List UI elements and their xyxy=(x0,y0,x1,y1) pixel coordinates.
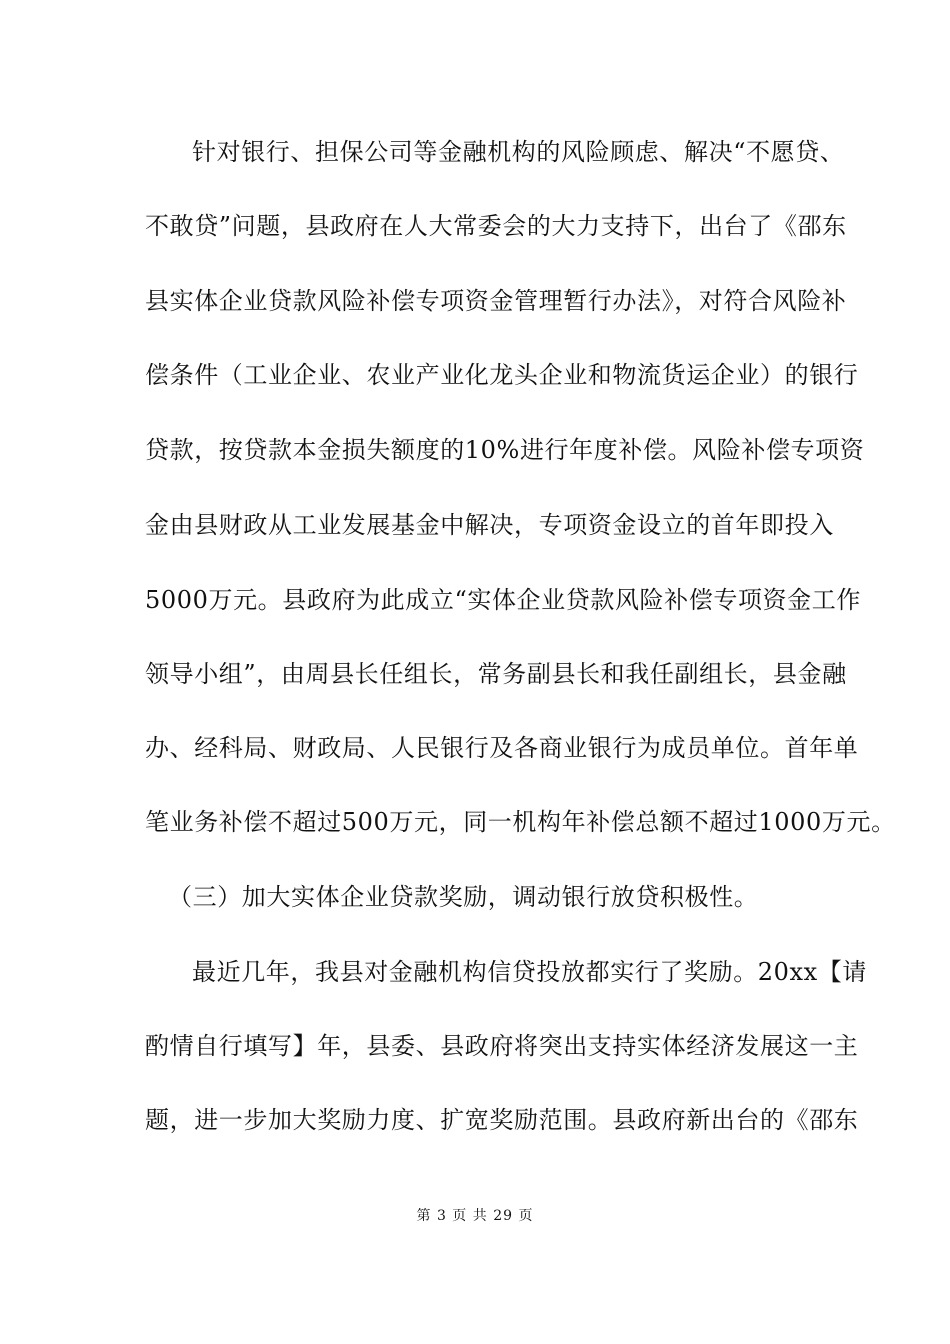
paragraph-line-13: 酌情自行填写】年，县委、县政府将突出支持实体经济发展这一主 xyxy=(145,1032,859,1060)
paragraph-line-8: 领导小组”，由周县长任组长，常务副县长和我任副组长，县金融 xyxy=(145,660,847,688)
paragraph-line-10: 笔业务补偿不超过500万元，同一机构年补偿总额不超过1000万元。 xyxy=(145,808,896,836)
paragraph-line-2: 不敢贷”问题，县政府在人大常委会的大力支持下，出台了《邵东 xyxy=(145,212,847,240)
paragraph-line-4: 偿条件（工业企业、农业产业化龙头企业和物流货运企业）的银行 xyxy=(145,361,859,389)
paragraph-line-5: 贷款，按贷款本金损失额度的10%进行年度补偿。风险补偿专项资 xyxy=(145,436,865,464)
paragraph-line-12: 最近几年，我县对金融机构信贷投放都实行了奖励。20xx【请 xyxy=(192,958,868,986)
paragraph-line-9: 办、经科局、财政局、人民银行及各商业银行为成员单位。首年单 xyxy=(145,734,859,762)
paragraph-line-6: 金由县财政从工业发展基金中解决，专项资金设立的首年即投入 xyxy=(145,511,834,539)
page-number-footer: 第 3 页 共 29 页 xyxy=(416,1208,534,1224)
paragraph-line-7: 5000万元。县政府为此成立“实体企业贷款风险补偿专项资金工作 xyxy=(145,586,861,614)
paragraph-line-1: 针对银行、担保公司等金融机构的风险顾虑、解决“不愿贷、 xyxy=(192,138,845,166)
paragraph-line-3: 县实体企业贷款风险补偿专项资金管理暂行办法》，对符合风险补 xyxy=(145,287,847,315)
section-heading: （三）加大实体企业贷款奖励，调动银行放贷积极性。 xyxy=(168,883,759,911)
paragraph-line-14: 题，进一步加大奖励力度、扩宽奖励范围。县政府新出台的《邵东 xyxy=(145,1106,859,1134)
